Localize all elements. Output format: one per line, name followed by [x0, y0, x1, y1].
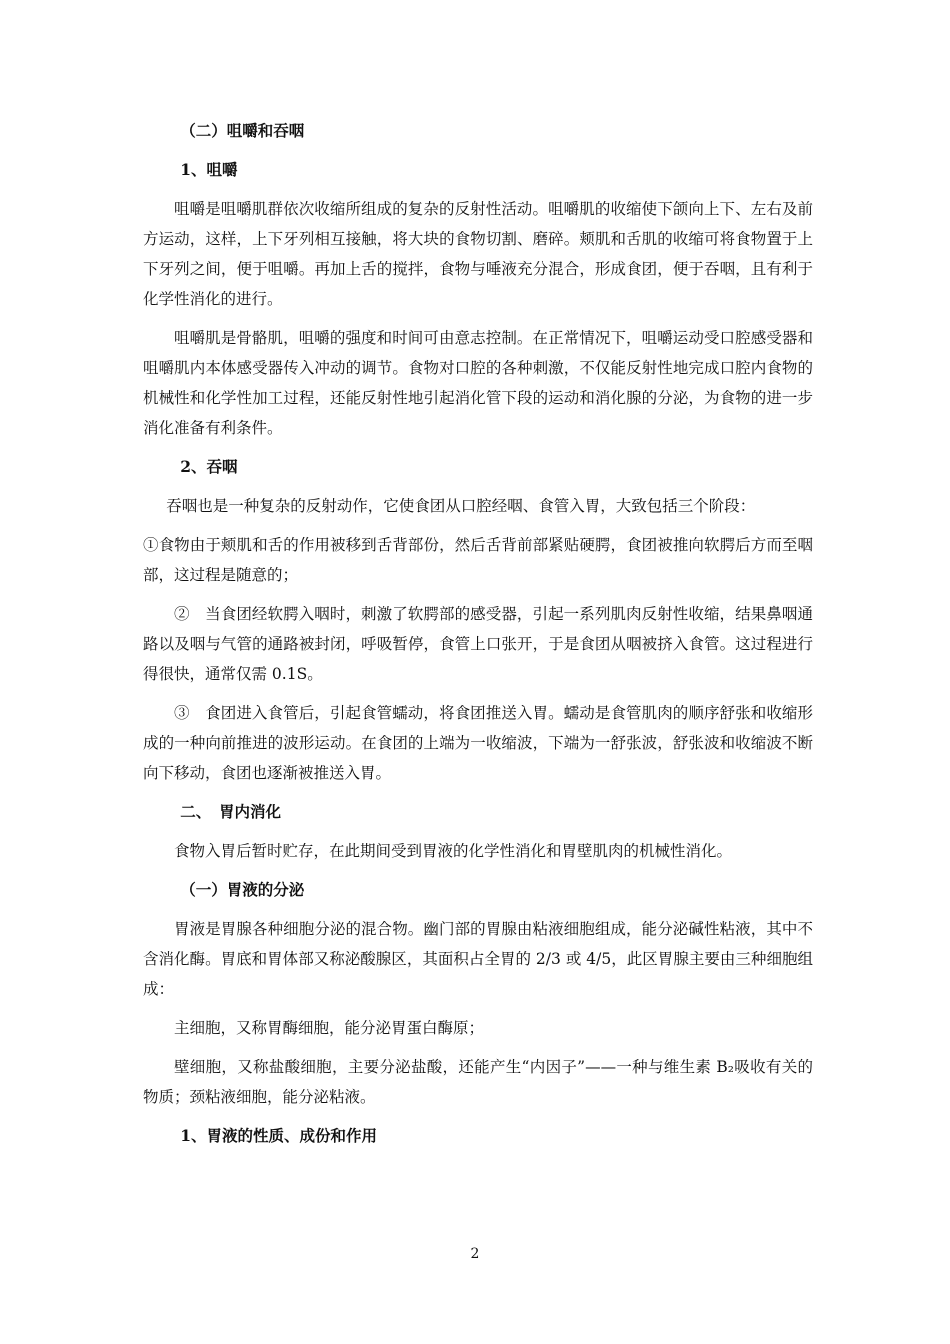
paragraph-parietal-cells: 壁细胞，又称盐酸细胞，主要分泌盐酸，还能产生“内因子”——一种与维生素 B₂吸收有关的物质；颈粘液细胞，能分泌粘液。 — [143, 1058, 813, 1106]
section-heading-gastric-digestion: 二、 胃内消化 — [180, 802, 281, 821]
paragraph-chief-cells: 主细胞，又称胃酶细胞，能分泌胃蛋白酶原； — [174, 1019, 485, 1037]
subheading-chewing: 1、咀嚼 — [180, 160, 238, 179]
paragraph-swallowing-stage-2: ② 当食团经软腭入咽时，刺激了软腭部的感受器，引起一系列肌肉反射性收缩，结果鼻咽通路以及咽与气管的通路被封闭，呼吸暂停，食管上口张开，于是食团从咽被挤入食管。这过程进行得很快，通常仅需 0.1S。 — [143, 605, 813, 683]
page-number: 2 — [470, 1246, 480, 1262]
subheading-gastric-juice-properties: 1、胃液的性质、成份和作用 — [180, 1126, 377, 1145]
subheading-gastric-secretion: （一）胃液的分泌 — [180, 880, 305, 899]
paragraph-swallowing-intro: 吞咽也是一种复杂的反射动作，它使食团从口腔经咽、食管入胃，大致包括三个阶段： — [166, 497, 756, 515]
paragraph-chewing-definition: 咀嚼是咀嚼肌群依次收缩所组成的复杂的反射性活动。咀嚼肌的收缩使下颌向上下、左右及前方运动，这样，上下牙列相互接触，将大块的食物切割、磨碎。颊肌和舌肌的收缩可将食物置于上下牙列之间，便于咀嚼。再加上舌的搅拌，食物与唾液充分混合，形成食团，便于吞咽，且有利于化学性消化的进行。 — [143, 200, 813, 308]
paragraph-swallowing-stage-1: ①食物由于颊肌和舌的作用被移到舌背部份，然后舌背前部紧贴硬腭，食团被推向软腭后方而至咽部，这过程是随意的； — [143, 536, 813, 584]
subheading-swallowing: 2、吞咽 — [180, 457, 238, 476]
paragraph-swallowing-stage-3: ③ 食团进入食管后，引起食管蠕动，将食团推送入胃。蠕动是食管肌肉的顺序舒张和收缩形成的一种向前推进的波形运动。在食团的上端为一收缩波，下端为一舒张波，舒张波和收缩波不断向下移动，食团也逐渐被推送入胃。 — [143, 704, 813, 782]
document-body — [143, 116, 813, 1160]
section-heading-chewing-swallowing: （二）咀嚼和吞咽 — [180, 121, 305, 140]
paragraph-gastric-intro: 食物入胃后暂时贮存，在此期间受到胃液的化学性消化和胃壁肌肉的机械性消化。 — [174, 842, 733, 860]
paragraph-chewing-control: 咀嚼肌是骨骼肌，咀嚼的强度和时间可由意志控制。在正常情况下，咀嚼运动受口腔感受器和咀嚼肌内本体感受器传入冲动的调节。食物对口腔的各种刺激，不仅能反射性地完成口腔内食物的机械性和化学性加工过程，还能反射性地引起消化管下段的运动和消化腺的分泌，为食物的进一步消化准备有利条件。 — [143, 329, 813, 437]
paragraph-gastric-juice: 胃液是胃腺各种细胞分泌的混合物。幽门部的胃腺由粘液细胞组成，能分泌碱性粘液，其中不含消化酶。胃底和胃体部又称泌酸腺区，其面积占全胃的 2/3 或 4/5，此区胃腺主要由三种细胞组成： — [143, 920, 813, 998]
